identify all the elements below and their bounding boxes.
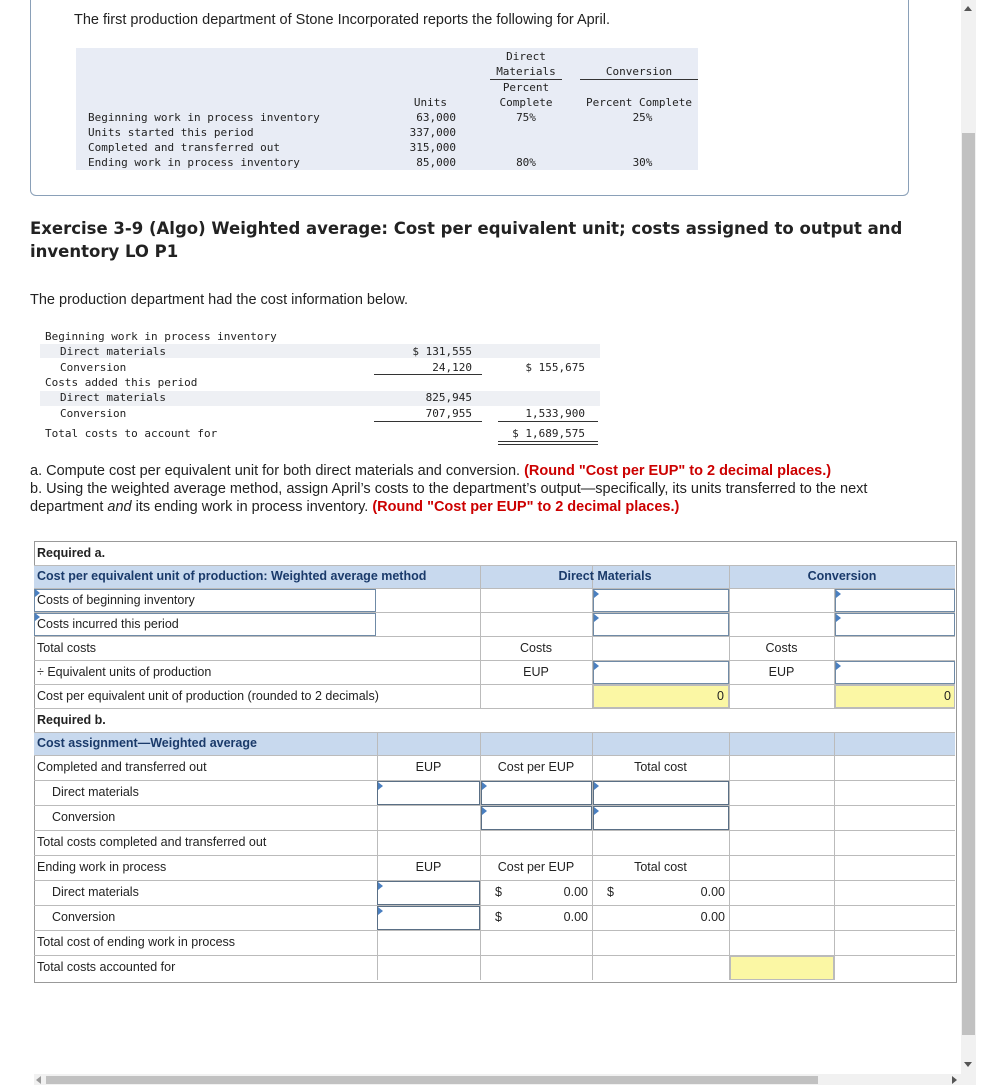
cost-per-eup-header: Cost per EUP <box>497 760 575 774</box>
april-row-dm: 75% <box>516 111 536 124</box>
completed-conv-total-input[interactable] <box>593 806 729 830</box>
cost-row-label: Costs added this period <box>45 376 198 389</box>
horizontal-scroll-thumb[interactable] <box>46 1076 818 1084</box>
conv-header: Conversion <box>807 569 877 583</box>
dm-costs-label: Costs <box>520 641 552 655</box>
instruction-b-text: department <box>30 499 104 515</box>
ending-dm-label: Direct materials <box>52 885 139 899</box>
ending-dm-eup-input[interactable] <box>377 881 480 905</box>
cost-double-line <box>498 441 598 445</box>
ending-conv-total-value: 0.00 <box>700 910 725 924</box>
conv-beg-inventory-input[interactable] <box>835 589 955 612</box>
scroll-down-icon[interactable] <box>964 1062 972 1067</box>
april-row-units: 63,000 <box>416 111 456 124</box>
hdr-dm-line <box>490 79 562 80</box>
input-marker-icon <box>482 807 487 815</box>
scroll-up-icon[interactable] <box>964 6 972 11</box>
cost-row-label: Direct materials <box>60 391 166 404</box>
cost-per-eup-header: Cost per EUP <box>497 860 575 874</box>
input-marker-icon <box>378 882 383 890</box>
cpeu-header: Cost per equivalent unit of production: Weighted average method <box>37 569 427 583</box>
input-marker-icon <box>594 807 599 815</box>
conv-cpeu-value: 0 <box>944 689 951 703</box>
instruction-a-text: a. Compute cost per equivalent unit for both direct materials and conversion. <box>30 463 521 479</box>
cost-row-label: Conversion <box>60 407 127 420</box>
intro-text: The first production department of Stone Incorporated reports the following for April. <box>74 12 610 28</box>
cost-subtotal-line <box>374 421 482 422</box>
completed-conv-label: Conversion <box>52 810 116 824</box>
cost-row-label: Total costs to account for <box>45 427 218 440</box>
required-b-label: Required b. <box>37 713 106 727</box>
total-completed-label: Total costs completed and transferred out <box>37 835 267 849</box>
input-marker-icon <box>594 614 599 622</box>
hdr-complete: Complete <box>499 96 553 109</box>
april-row-units: 315,000 <box>409 141 456 154</box>
total-cost-header: Total cost <box>634 860 687 874</box>
conv-eup-input[interactable] <box>835 661 955 684</box>
input-marker-icon <box>594 590 599 598</box>
assign-header: Cost assignment—Weighted average <box>37 736 257 750</box>
input-marker-icon <box>378 782 383 790</box>
cost-subtotal-line <box>374 374 482 375</box>
completed-dm-label: Direct materials <box>52 785 139 799</box>
cost-row-total: 1,533,900 <box>525 407 585 420</box>
dm-beg-inventory-input[interactable] <box>593 589 729 612</box>
cost-row-total: $ 155,675 <box>525 361 585 374</box>
eup-label: ÷ Equivalent units of production <box>37 665 212 679</box>
april-row-units: 337,000 <box>409 126 456 139</box>
dollar-sign: $ <box>495 885 502 899</box>
cost-intro: The production department had the cost information below. <box>30 292 409 308</box>
hdr-percent-complete: Percent Complete <box>586 96 692 109</box>
april-row-conv: 25% <box>632 111 653 124</box>
ending-dm-total-value: 0.00 <box>700 885 725 899</box>
input-marker-icon <box>836 590 841 598</box>
input-marker-icon <box>482 782 487 790</box>
cost-row-value: 24,120 <box>432 361 472 374</box>
eup-col-header: EUP <box>415 860 442 874</box>
instruction-a-round: (Round "Cost per EUP" to 2 decimal places.) <box>524 463 832 479</box>
total-ending-label: Total cost of ending work in process <box>37 935 236 949</box>
completed-dm-total-input[interactable] <box>593 781 729 805</box>
cpeu-rounded-label: Cost per equivalent unit of production (rounded to 2 decimals) <box>37 689 379 703</box>
input-marker-icon <box>594 782 599 790</box>
april-row-label: Ending work in process inventory <box>88 156 300 169</box>
total-accounted-output <box>730 956 834 980</box>
ending-wip-label: Ending work in process <box>37 860 167 874</box>
instruction-b-round: (Round "Cost per EUP" to 2 decimal places.) <box>372 499 680 515</box>
input-marker-icon <box>836 662 841 670</box>
required-a-label: Required a. <box>37 546 106 560</box>
exercise-title: Exercise 3-9 (Algo) Weighted average: Cost per equivalent unit; costs assigned to output and inventory LO P1 <box>30 219 903 261</box>
hdr-conv-line <box>580 79 698 80</box>
vertical-scroll-thumb[interactable] <box>962 133 975 1035</box>
april-row-label: Beginning work in process inventory <box>88 111 320 124</box>
april-row-conv: 30% <box>632 156 653 169</box>
april-row-label: Completed and transferred out <box>88 141 281 154</box>
completed-dm-eup-input[interactable] <box>377 781 480 805</box>
dm-header: Direct Materials <box>558 569 652 583</box>
ending-conv-cpe-value: 0.00 <box>563 910 588 924</box>
total-cost-header: Total cost <box>634 760 687 774</box>
hdr-percent: Percent <box>502 81 550 94</box>
hdr-materials: Materials <box>496 65 556 78</box>
cost-row-label: Beginning work in process inventory <box>45 330 277 343</box>
completed-label: Completed and transferred out <box>37 760 207 774</box>
cost-row-label: Conversion <box>60 361 127 374</box>
instruction-b-text: its ending work in process inventory. <box>135 499 369 515</box>
ending-conv-label: Conversion <box>52 910 116 924</box>
dm-cpeu-value: 0 <box>717 689 724 703</box>
completed-dm-cpe-input[interactable] <box>481 781 592 805</box>
input-marker-icon <box>836 614 841 622</box>
scroll-left-icon[interactable] <box>36 1076 41 1084</box>
input-marker-icon <box>378 907 383 915</box>
conv-eup-label: EUP <box>768 665 795 679</box>
total-accounted-label: Total costs accounted for <box>37 960 176 974</box>
input-marker-icon <box>594 662 599 670</box>
dropdown-marker-icon <box>35 613 40 621</box>
ending-conv-eup-input[interactable] <box>377 906 480 930</box>
cost-row-value: $ 131,555 <box>412 345 472 358</box>
april-row-dm: 80% <box>516 156 536 169</box>
instruction-b-line2 <box>30 498 960 516</box>
beg-inventory-label: Costs of beginning inventory <box>37 593 195 607</box>
instruction-b-line1: b. Using the weighted average method, assign April’s costs to the department’s output—specifically, its units transferred to the next <box>30 481 868 497</box>
conv-costs-label: Costs <box>765 641 798 655</box>
dropdown-marker-icon <box>35 589 40 597</box>
instruction-a <box>30 462 960 480</box>
hdr-direct: Direct <box>506 50 546 63</box>
incurred-label: Costs incurred this period <box>37 617 179 631</box>
cost-row-label: Direct materials <box>60 345 166 358</box>
scroll-right-icon[interactable] <box>952 1076 957 1084</box>
cost-row-value: 825,945 <box>425 391 472 404</box>
total-costs-label: Total costs <box>37 641 97 655</box>
cost-row-value: 707,955 <box>425 407 472 420</box>
dm-eup-input[interactable] <box>593 661 729 684</box>
cost-grand-total: $ 1,689,575 <box>512 427 585 440</box>
cost-total-line <box>498 421 598 422</box>
instruction-b-and: and <box>107 499 132 515</box>
dm-eup-label: EUP <box>523 665 549 679</box>
dm-incurred-input[interactable] <box>593 613 729 636</box>
eup-col-header: EUP <box>415 760 442 774</box>
ending-dm-cpe-value: 0.00 <box>563 885 588 899</box>
dollar-sign: $ <box>607 885 614 899</box>
dollar-sign: $ <box>495 910 502 924</box>
conv-incurred-input[interactable] <box>835 613 955 636</box>
hdr-conversion: Conversion <box>605 65 673 78</box>
april-row-units: 85,000 <box>416 156 456 169</box>
april-row-label: Units started this period <box>88 126 254 139</box>
hdr-units: Units <box>413 96 447 109</box>
completed-conv-cpe-input[interactable] <box>481 806 592 830</box>
